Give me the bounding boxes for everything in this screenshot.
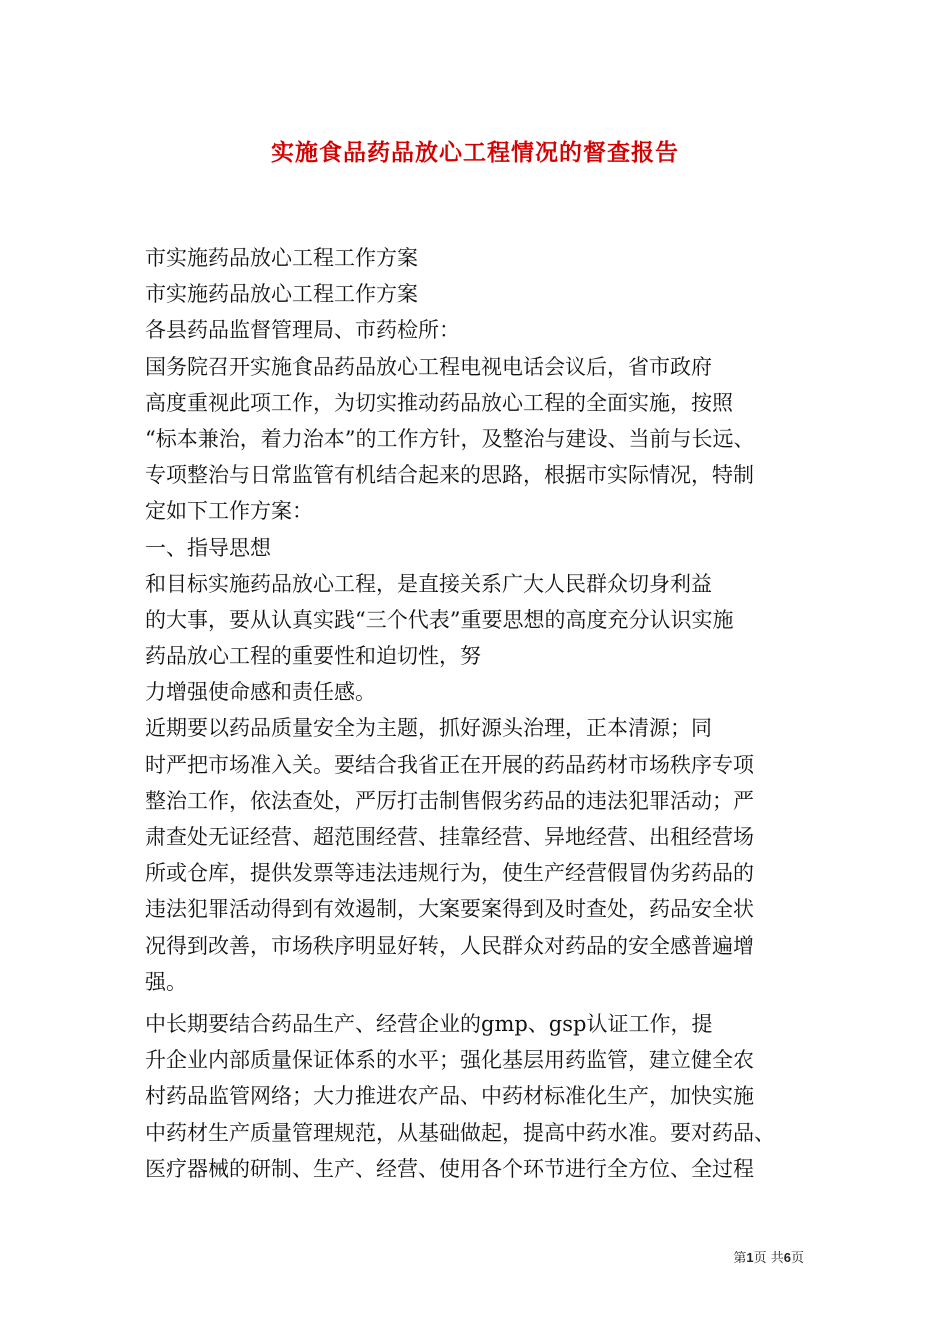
body-line: 的大事，要从认真实践“三个代表”重要思想的高度充分认识实施 <box>145 607 734 632</box>
page-number-current: 1 <box>746 1250 754 1265</box>
body-line: 升企业内部质量保证体系的水平；强化基层用药监管，建立健全农 <box>145 1048 754 1073</box>
body-line: 医疗器械的研制、生产、经营、使用各个环节进行全方位、全过程 <box>145 1156 754 1181</box>
body-line: 定如下工作方案： <box>145 499 313 524</box>
body-line: 药品放心工程的重要性和迫切性，努 <box>145 644 481 669</box>
page-number-prefix: 第 <box>733 1251 747 1266</box>
body-line: 市实施药品放心工程工作方案 <box>145 246 418 270</box>
body-line: “标本兼治，着力治本”的工作方针，及整治与建设、当前与长远、 <box>145 426 755 451</box>
body-line: 和目标实施药品放心工程，是直接关系广大人民群众切身利益 <box>145 571 712 596</box>
body-line: 市实施药品放心工程工作方案 <box>145 282 418 307</box>
body-line: 所或仓库，提供发票等违法违规行为，使生产经营假冒伪劣药品的 <box>145 861 754 886</box>
document-body <box>145 240 811 1187</box>
document-title: 实施食品药品放心工程情况的督查报告 <box>271 139 679 166</box>
body-line: 时严把市场准入关。要结合我省正在开展的药品药材市场秩序专项 <box>145 752 754 777</box>
body-line: 中药材生产质量管理规范，从基础做起，提高中药水准。要对药品、 <box>145 1120 775 1145</box>
body-line: 肃查处无证经营、超范围经营、挂靠经营、异地经营、出租经营场 <box>145 825 754 849</box>
body-line: 专项整治与日常监管有机结合起来的思路，根据市实际情况，特制 <box>145 463 754 488</box>
body-line: 力增强使命感和责任感。 <box>145 680 376 705</box>
body-line: 一、指导思想 <box>145 535 271 560</box>
body-line: 高度重视此项工作，为切实推动药品放心工程的全面实施，按照 <box>145 390 733 415</box>
body-line: 强。 <box>145 969 187 994</box>
body-line: 况得到改善，市场秩序明显好转，人民群众对药品的安全感普遍增 <box>145 933 754 958</box>
page-number <box>733 1247 804 1266</box>
page-number-middle: 页 共 <box>753 1251 784 1266</box>
body-line: 违法犯罪活动得到有效遏制，大案要案得到及时查处，药品安全状 <box>145 897 754 922</box>
page-number-suffix: 页 <box>790 1251 804 1266</box>
page-number-total: 6 <box>783 1250 791 1265</box>
body-line: 近期要以药品质量安全为主题，抓好源头治理，正本清源；同 <box>145 716 712 741</box>
body-line: 国务院召开实施食品药品放心工程电视电话会议后，省市政府 <box>145 354 712 379</box>
body-line: 中长期要结合药品生产、经营企业的gmp、gsp认证工作，提 <box>145 1011 713 1036</box>
body-line: 整治工作，依法查处，严厉打击制售假劣药品的违法犯罪活动；严 <box>145 788 754 813</box>
body-line: 村药品监管网络；大力推进农产品、中药材标准化生产，加快实施 <box>145 1084 754 1109</box>
body-line: 各县药品监督管理局、市药检所： <box>145 318 460 343</box>
